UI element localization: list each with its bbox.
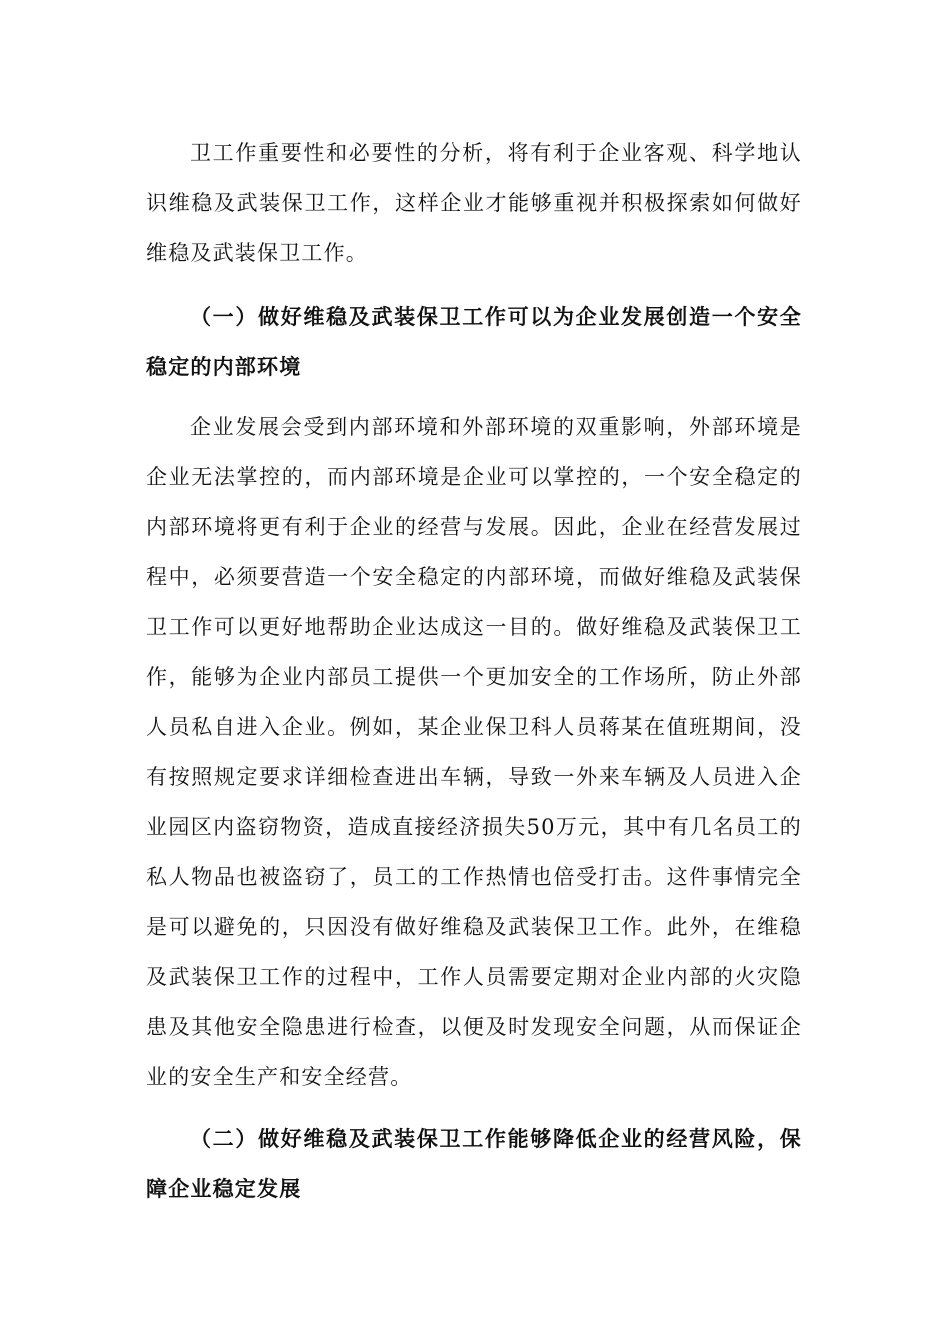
section-heading: （一）做好维稳及武装保卫工作可以为企业发展创造一个安全稳定的内部环境 [146, 304, 802, 379]
section-heading: （二）做好维稳及武装保卫工作能够降低企业的经营风险，保障企业稳定发展 [146, 1126, 802, 1201]
body-paragraph: 卫工作重要性和必要性的分析，将有利于企业客观、科学地认识维稳及武装保卫工作，这样企业才能够重视并积极探索如何做好维稳及武装保卫工作。 [146, 141, 802, 265]
body-paragraph: 企业发展会受到内部环境和外部环境的双重影响，外部环境是企业无法掌控的，而内部环境是企业可以掌控的，一个安全稳定的内部环境将更有利于企业的经营与发展。因此，企业在经营发展过程中，必须要营造一个安全稳定的内部环境，而做好维稳及武装保卫工作可以更好地帮助企业达成这一目的。做好维稳及武装保卫工作，能够为企业内部员工提供一个更加安全的工作场所，防止外部人员私自进入企业。例如，某企业保卫科人员蒋某在值班期间，没有按照规定要求详细检查进出车辆，导致一外来车辆及人员进入企业园区内盗窃物资，造成直接经济损失50万元，其中有几名员工的私人物品也被盗窃了，员工的工作热情也倍受打击。这件事情完全是可以避免的，只因没有做好维稳及武装保卫工作。此外，在维稳及武装保卫工作的过程中，工作人员需要定期对企业内部的火灾隐患及其他安全隐患进行检查，以便及时发现安全问题，从而保证企业的安全生产和安全经营。 [146, 415, 802, 1089]
